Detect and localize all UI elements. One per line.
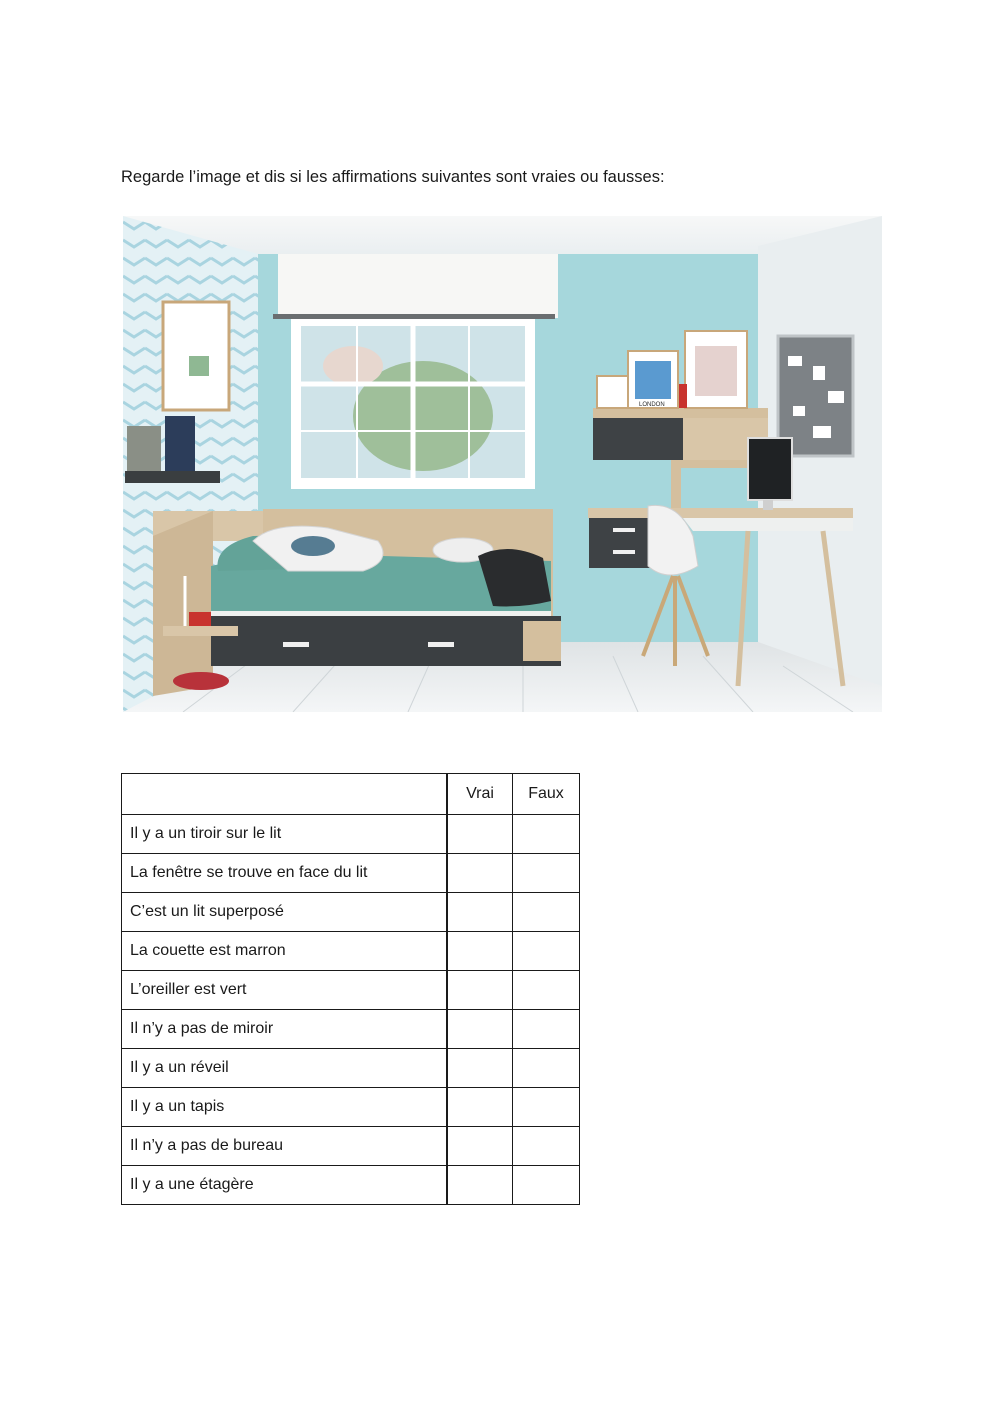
faux-answer-cell[interactable] bbox=[513, 932, 580, 971]
statement-cell: La couette est marron bbox=[122, 932, 448, 971]
faux-answer-cell[interactable] bbox=[513, 893, 580, 932]
table-row bbox=[122, 815, 580, 854]
vrai-answer-cell[interactable] bbox=[447, 854, 513, 893]
vrai-answer-cell[interactable] bbox=[447, 1088, 513, 1127]
faux-answer-cell[interactable] bbox=[513, 971, 580, 1010]
faux-answer-cell[interactable] bbox=[513, 1166, 580, 1205]
statement-cell: Il y a un réveil bbox=[122, 1049, 448, 1088]
statement-cell: Il y a un tapis bbox=[122, 1088, 448, 1127]
vrai-answer-cell[interactable] bbox=[447, 1127, 513, 1166]
table-row bbox=[122, 1010, 580, 1049]
header-statement bbox=[122, 774, 448, 815]
vrai-answer-cell[interactable] bbox=[447, 971, 513, 1010]
statement-cell: Il y a un tiroir sur le lit bbox=[122, 815, 448, 854]
statement-cell: Il n’y a pas de miroir bbox=[122, 1010, 448, 1049]
faux-answer-cell[interactable] bbox=[513, 815, 580, 854]
faux-answer-cell[interactable] bbox=[513, 854, 580, 893]
vrai-answer-cell[interactable] bbox=[447, 932, 513, 971]
faux-answer-cell[interactable] bbox=[513, 1049, 580, 1088]
faux-answer-cell[interactable] bbox=[513, 1088, 580, 1127]
true-false-table bbox=[121, 773, 580, 1205]
table-row bbox=[122, 932, 580, 971]
statement-cell: Il y a une étagère bbox=[122, 1166, 448, 1205]
table-row bbox=[122, 893, 580, 932]
statement-cell: Il n’y a pas de bureau bbox=[122, 1127, 448, 1166]
faux-answer-cell[interactable] bbox=[513, 1010, 580, 1049]
table-row bbox=[122, 971, 580, 1010]
poster-label: LONDON bbox=[639, 402, 665, 408]
faux-answer-cell[interactable] bbox=[513, 1127, 580, 1166]
table-row bbox=[122, 1049, 580, 1088]
vrai-answer-cell[interactable] bbox=[447, 1010, 513, 1049]
vrai-answer-cell[interactable] bbox=[447, 815, 513, 854]
vrai-answer-cell[interactable] bbox=[447, 893, 513, 932]
table-row bbox=[122, 1166, 580, 1205]
header-faux: Faux bbox=[513, 774, 580, 815]
vrai-answer-cell[interactable] bbox=[447, 1166, 513, 1205]
statement-cell: La fenêtre se trouve en face du lit bbox=[122, 854, 448, 893]
table-row bbox=[122, 1127, 580, 1166]
bedroom-photo bbox=[123, 216, 882, 712]
vrai-answer-cell[interactable] bbox=[447, 1049, 513, 1088]
header-vrai: Vrai bbox=[447, 774, 513, 815]
statement-cell: L’oreiller est vert bbox=[122, 971, 448, 1010]
table-row bbox=[122, 1088, 580, 1127]
instruction-text: Regarde l’image et dis si les affirmations suivantes sont vraies ou fausses: bbox=[121, 168, 665, 186]
statement-cell: C’est un lit superposé bbox=[122, 893, 448, 932]
table-row bbox=[122, 854, 580, 893]
table-header-row bbox=[122, 774, 580, 815]
